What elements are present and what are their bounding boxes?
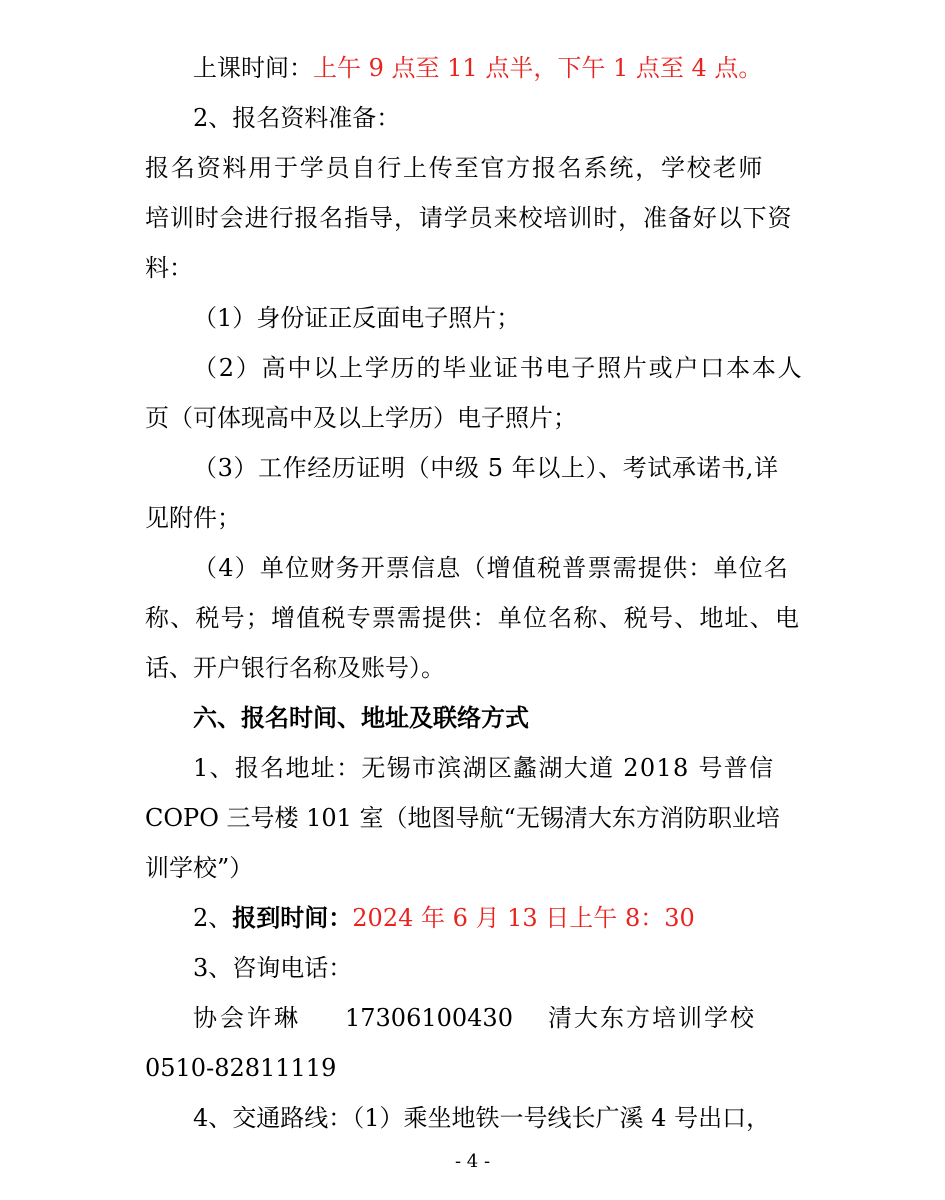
materials-heading: 2、报名资料准备： (193, 104, 401, 132)
report-time-line (193, 903, 945, 933)
materials-intro-line-2: 培训时会进行报名指导，请学员来校培训时，准备好以下资 (145, 204, 793, 232)
contact-2-phone: 0510-82811119 (145, 1054, 337, 1082)
materials-intro-line-3: 料： (145, 254, 193, 282)
class-time-value: 上午 9 点至 11 点半，下午 1 点至 4 点。 (313, 54, 763, 82)
phone-heading: 3、咨询电话： (193, 954, 353, 982)
material-item-2-line-1: （2）高中以上学历的毕业证书电子照片或户口本本人 (193, 354, 804, 382)
material-item-2-line-2: 页（可体现高中及以上学历）电子照片； (145, 404, 577, 432)
material-item-3-line-1: （3）工作经历证明（中级 5 年以上）、考试承诺书,详 (193, 454, 779, 482)
report-time-number: 2、 (193, 904, 233, 932)
class-time-label: 上课时间： (193, 54, 313, 82)
contact-2-name: 清大东方培训学校 (548, 1004, 756, 1032)
transport-line: 4、交通路线：（1）乘坐地铁一号线长广溪 4 号出口， (193, 1104, 771, 1132)
report-time-label: 报到时间： (232, 903, 353, 932)
material-item-1: （1）身份证正反面电子照片； (193, 304, 521, 332)
material-item-4-line-2: 称、税号；增值税专票需提供：单位名称、税号、地址、电 (145, 604, 801, 632)
contact-1-phone: 17306100430 (345, 1004, 513, 1032)
address-line-2: COPO 三号楼 101 室（地图导航“无锡清大东方消防职业培 (145, 804, 780, 832)
material-item-3-line-2: 见附件； (145, 504, 241, 532)
page-number: - 4 - (454, 1151, 491, 1172)
materials-intro-line-1: 报名资料用于学员自行上传至官方报名系统，学校老师 (145, 154, 765, 182)
contact-1-name: 协会许琳 (193, 1004, 301, 1032)
address-line-3: 训学校”） (145, 854, 254, 882)
material-item-4-line-1: （4）单位财务开票信息（增值税普票需提供：单位名 (193, 554, 790, 582)
section-6-title: 六、报名时间、地址及联络方式 (193, 703, 529, 732)
material-item-4-line-3: 话、开户银行名称及账号）。 (145, 654, 445, 682)
address-line-1: 1、报名地址：无锡市滨湖区蠡湖大道 2018 号普信 (193, 754, 775, 782)
class-time-line (193, 53, 945, 83)
report-time-value: 2024 年 6 月 13 日上午 8：30 (352, 904, 695, 932)
